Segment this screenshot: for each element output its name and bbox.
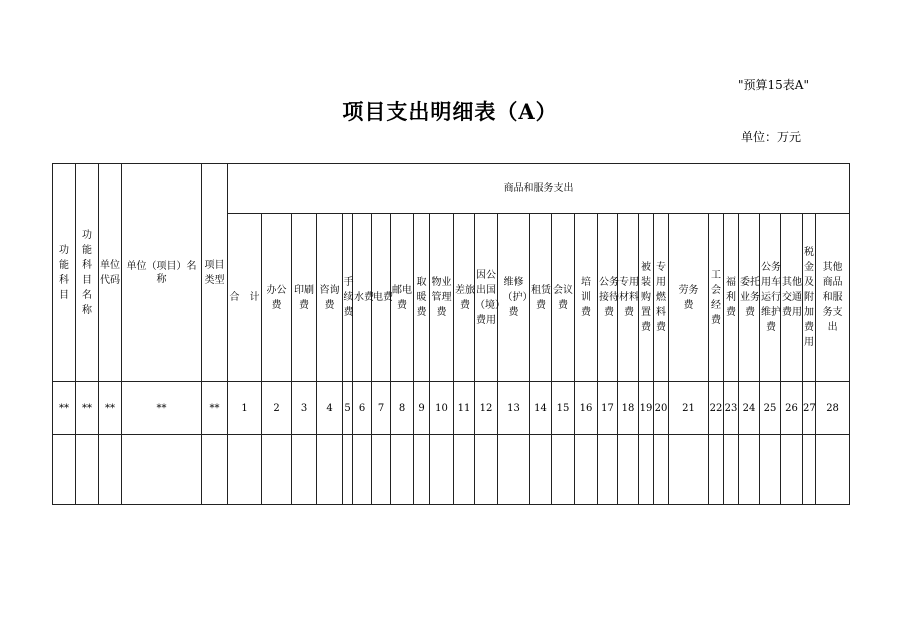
column-number: 6 xyxy=(353,382,372,435)
sub-header-materials: 专用材料费 xyxy=(618,214,639,382)
column-number: 25 xyxy=(760,382,781,435)
header-functional-subject-name: 功能科目名称 xyxy=(76,164,99,382)
table-cell[interactable] xyxy=(228,435,262,505)
sub-header-printing: 印刷费 xyxy=(292,214,317,382)
column-number: 26 xyxy=(781,382,803,435)
table-cell[interactable] xyxy=(76,435,99,505)
header-functional-subject: 功能科目 xyxy=(53,164,76,382)
table-cell[interactable] xyxy=(618,435,639,505)
table-cell[interactable] xyxy=(262,435,292,505)
column-number: 8 xyxy=(391,382,414,435)
sub-header-welfare: 福利费 xyxy=(724,214,739,382)
code-cell: ** xyxy=(122,382,202,435)
table-cell[interactable] xyxy=(598,435,618,505)
table-cell[interactable] xyxy=(816,435,850,505)
table-cell[interactable] xyxy=(669,435,709,505)
header-project-type: 项目类型 xyxy=(202,164,228,382)
table-cell[interactable] xyxy=(353,435,372,505)
header-unit-code: 单位代码 xyxy=(99,164,122,382)
sub-header-training: 培训费 xyxy=(575,214,598,382)
sub-header-uniforms: 被装购置费 xyxy=(639,214,654,382)
column-number: 12 xyxy=(475,382,498,435)
sub-header-commissioned: 委托业务费 xyxy=(739,214,760,382)
sub-header-labor: 劳务费 xyxy=(669,214,709,382)
sub-header-electricity: 电费 xyxy=(372,214,391,382)
sub-header-total: 合 计 xyxy=(228,214,262,382)
code-cell: ** xyxy=(76,382,99,435)
table-cell[interactable] xyxy=(498,435,530,505)
column-number: 10 xyxy=(430,382,454,435)
sub-header-other-transport: 其他交通费用 xyxy=(781,214,803,382)
sub-header-travel: 差旅费 xyxy=(454,214,475,382)
sub-header-overseas: 因公出国（境）费用 xyxy=(475,214,498,382)
table-cell[interactable] xyxy=(122,435,202,505)
table-cell[interactable] xyxy=(724,435,739,505)
table-cell[interactable] xyxy=(639,435,654,505)
table-cell[interactable] xyxy=(292,435,317,505)
column-number: 21 xyxy=(669,382,709,435)
column-number: 19 xyxy=(639,382,654,435)
header-goods-and-services: 商品和服务支出 xyxy=(228,164,850,214)
table-cell[interactable] xyxy=(530,435,552,505)
form-code: "预算15表A" xyxy=(738,78,809,92)
column-number: 17 xyxy=(598,382,618,435)
table-cell[interactable] xyxy=(739,435,760,505)
table-cell[interactable] xyxy=(475,435,498,505)
column-number: 15 xyxy=(552,382,575,435)
column-number: 1 xyxy=(228,382,262,435)
column-number: 22 xyxy=(709,382,724,435)
column-number: 5 xyxy=(343,382,353,435)
column-number: 16 xyxy=(575,382,598,435)
sub-header-other-goods: 其他商品和服务支出 xyxy=(816,214,850,382)
column-number: 14 xyxy=(530,382,552,435)
column-number: 4 xyxy=(317,382,343,435)
column-number: 23 xyxy=(724,382,739,435)
sub-header-heating: 取暖费 xyxy=(414,214,430,382)
column-number: 9 xyxy=(414,382,430,435)
column-number: 13 xyxy=(498,382,530,435)
sub-header-water: 水费 xyxy=(353,214,372,382)
code-cell: ** xyxy=(53,382,76,435)
table-cell[interactable] xyxy=(414,435,430,505)
table-cell[interactable] xyxy=(317,435,343,505)
table-cell[interactable] xyxy=(575,435,598,505)
code-cell: ** xyxy=(99,382,122,435)
page-title: 项目支出明细表（A） xyxy=(342,99,558,124)
sub-header-office: 办公费 xyxy=(262,214,292,382)
sub-header-reception: 公务接待费 xyxy=(598,214,618,382)
table-cell[interactable] xyxy=(709,435,724,505)
sub-header-taxes: 税金及附加费用 xyxy=(803,214,816,382)
header-unit-project-name: 单位（项目）名称 xyxy=(122,164,202,382)
data-row-empty xyxy=(53,435,850,505)
column-number: 27 xyxy=(803,382,816,435)
expenditure-table xyxy=(52,163,850,505)
sub-header-property: 物业管理费 xyxy=(430,214,454,382)
table-cell[interactable] xyxy=(99,435,122,505)
code-cell: ** xyxy=(202,382,228,435)
table-cell[interactable] xyxy=(202,435,228,505)
sub-header-rental: 租赁费 xyxy=(530,214,552,382)
column-number: 3 xyxy=(292,382,317,435)
sub-header-consulting: 咨询费 xyxy=(317,214,343,382)
sub-header-fuel: 专用燃料费 xyxy=(654,214,669,382)
sub-header-maintenance: 维修（护）费 xyxy=(498,214,530,382)
sub-header-union: 工会经费 xyxy=(709,214,724,382)
sub-header-handling: 手续费 xyxy=(343,214,353,382)
table-cell[interactable] xyxy=(430,435,454,505)
column-number: 11 xyxy=(454,382,475,435)
table-cell[interactable] xyxy=(654,435,669,505)
sub-header-meeting: 会议费 xyxy=(552,214,575,382)
column-number: 18 xyxy=(618,382,639,435)
column-number: 24 xyxy=(739,382,760,435)
table-cell[interactable] xyxy=(391,435,414,505)
table-cell[interactable] xyxy=(760,435,781,505)
column-number: 7 xyxy=(372,382,391,435)
table-cell[interactable] xyxy=(781,435,803,505)
table-cell[interactable] xyxy=(372,435,391,505)
sub-header-vehicle: 公务用车运行维护费 xyxy=(760,214,781,382)
table-cell[interactable] xyxy=(343,435,353,505)
sub-header-postal: 邮电费 xyxy=(391,214,414,382)
table-cell[interactable] xyxy=(552,435,575,505)
column-number: 20 xyxy=(654,382,669,435)
table-cell[interactable] xyxy=(454,435,475,505)
column-number: 28 xyxy=(816,382,850,435)
column-number: 2 xyxy=(262,382,292,435)
code-row xyxy=(53,382,850,435)
unit-label: 单位：万元 xyxy=(741,130,802,144)
table-cell[interactable] xyxy=(803,435,816,505)
table-cell[interactable] xyxy=(53,435,76,505)
